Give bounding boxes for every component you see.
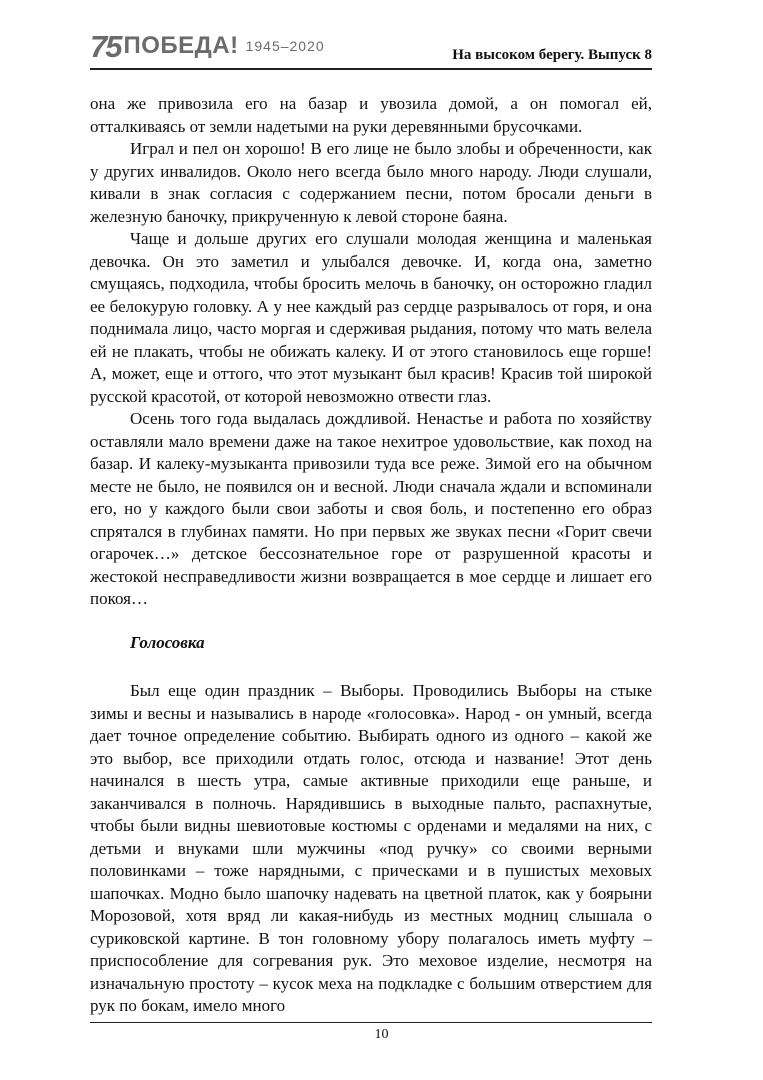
issue-title: На высоком берегу. Выпуск 8 xyxy=(452,47,652,63)
logo-years: 1945–2020 xyxy=(245,38,325,54)
paragraph: Чаще и дольше других его слушали молодая женщина и маленькая девочка. Он это заметил и улыбался девочке. И, когда она, заметно смущаясь, подходила, чтобы бросить мелочь в баночку, он осторожно гладил ее белокурую головку. А у нее каждый раз сердце разрывалось от горя, и она поднимала лицо, часто моргая и сдерживая рыдания, потому что мать велела ей не плакать, чтобы не обижать калеку. И от этого становилось еще горше! А, может, еще и оттого, что этот музыкант был красив! Красив той широкой русской красотой, от которой невозможно отвести глаз. xyxy=(90,229,652,406)
logo-word: ПОБЕДА! xyxy=(123,32,239,59)
paragraph: Играл и пел он хорошо! В его лице не было злобы и обреченности, как у других инвалидов. Около него всегда было много народу. Люди слушали, кивали в знак согласия с содержанием песни, потом бросали деньги в железную баночку, прикрученную к левой стороне баяна. xyxy=(90,139,652,226)
page-number: 10 xyxy=(374,1027,389,1042)
footer-divider xyxy=(90,1022,652,1023)
section-heading: Голосовка xyxy=(130,632,205,652)
paragraph: она же привозила его на базар и увозила домой, а он помогал ей, отталкиваясь от земли надетыми на руки деревянными брусочками. xyxy=(90,94,652,136)
logo-number: 75 xyxy=(90,28,121,64)
page-body xyxy=(90,93,652,1018)
page-header xyxy=(90,28,652,70)
paragraph: Осень того года выдалась дождливой. Ненастье и работа по хозяйству оставляли мало времени даже на такое нехитрое удовольствие, как поход на базар. И калеку-музыканта привозили туда все реже. Зимой его на обычном месте не было, не появился он и весной. Люди сначала ждали и вспоминали его, но у каждого были свои заботы и своя боль, и постепенно его образ спрятался в глубинах памяти. Но при первых же звуках песни «Горит свечи огарочек…» детское бессознательное горе от разрушенной красоты и жестокой несправедливости жизни возвращается в мое сердце и лишает его покоя… xyxy=(90,409,652,608)
victory-75-logo xyxy=(90,28,325,64)
paragraph: Был еще один праздник – Выборы. Проводились Выборы на стыке зимы и весны и назывались в народе «голосовка». Народ - он умный, всегда дает точное определение событию. Выбирать одного из одного – какой же это выбор, все приходили отдать голос, отсюда и название! Этот день начинался в шесть утра, самые активные приходили еще раньше, и заканчивался в полночь. Нарядившись в выходные пальто, распахнутые, чтобы были видны шевиотовые костюмы с орденами и медалями на них, с детьми и внуками шли мужчины «под ручку» со своими верными половинками – тоже нарядными, с прическами и в пушистых меховых шапочках. Модно было шапочку надевать на цветной платок, как у боярыни Морозовой, хотя вряд ли какая-нибудь из местных модниц слышала о суриковской картине. В тон головному убору полагалось иметь муфту – приспособление для согревания рук. Это меховое изделие, несмотря на изначальную простоту – кусок меха на подкладке с большим отверстием для рук по бокам, имело много xyxy=(90,681,652,1015)
